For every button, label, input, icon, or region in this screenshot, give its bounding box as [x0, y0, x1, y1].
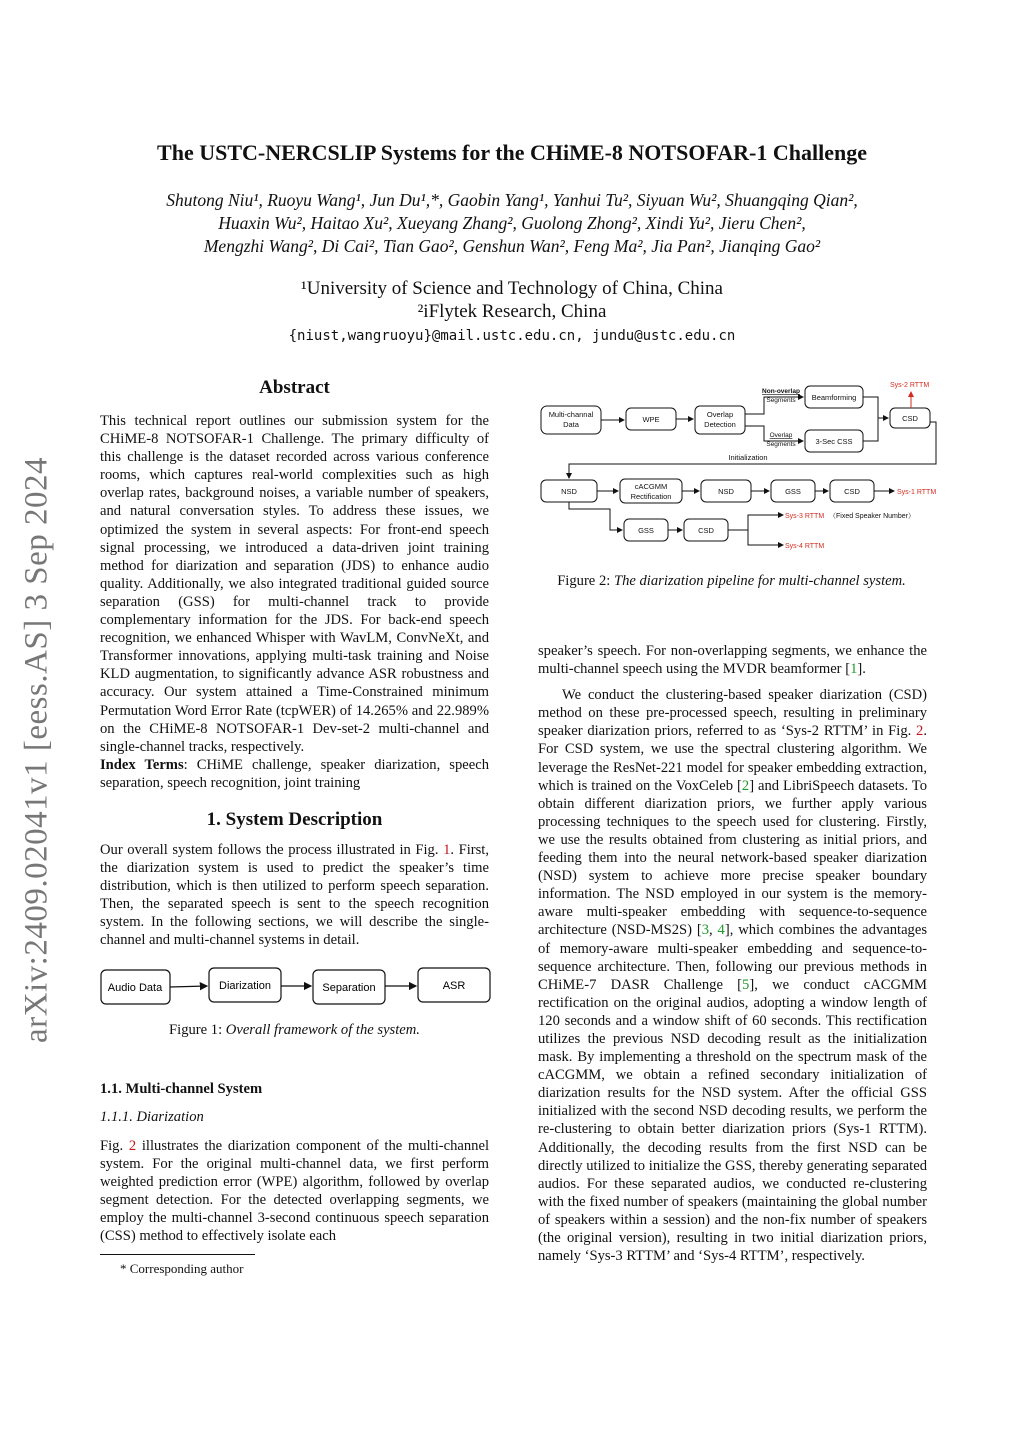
affiliation-2: ²iFlytek Research, China: [417, 301, 607, 322]
author-line-2: Huaxin Wu², Haitao Xu², Xueyang Zhang², Guolong Zhong², Xindi Yu², Jieru Chen²,: [218, 213, 806, 233]
fig2-label-cacgmm-1: cACGMM: [634, 482, 668, 491]
right-p1-a: We conduct the clustering-based speaker diarization (CSD) method on these pre-processed speech, resulting in preliminary speaker diarization priors, referred to as ‘Sys-2 RTTM’ in Fig.: [538, 687, 927, 740]
right-para-1: [538, 686, 927, 1265]
fig2-label-overlap-1: Overlap: [706, 410, 734, 419]
figure-1-caption: [100, 1022, 489, 1039]
fig1-label-asr: ASR: [442, 980, 466, 992]
ref-4-link[interactable]: 4: [717, 922, 725, 939]
fig2-label-gss-2: GSS: [638, 526, 654, 535]
right-p0-b: ].: [857, 661, 866, 678]
fig2-caption-text: The diarization pipeline for multi-channel system.: [613, 573, 906, 589]
figure-2-diagram: [538, 378, 940, 556]
fig2-label-overlapseg-2: Segments: [766, 441, 796, 448]
author-emails: {niust,wangruoyu}@mail.ustc.edu.cn, jundu@ustc.edu.cn: [288, 328, 736, 344]
right-column-body: [538, 642, 927, 1265]
subsubsection-heading: 1.1.1. Diarization: [100, 1109, 204, 1125]
fig1-caption-text: Overall framework of the system.: [225, 1022, 420, 1038]
diarization-paragraph: [100, 1137, 489, 1246]
right-p1-d: ], which combines the advantages of memory-aware multi-speaker embedding and sequence-to-sequence architecture. Then, following our previous methods in CHiME-7 DASR Challenge [: [538, 922, 928, 993]
fig2-label-csd-low: CSD: [698, 526, 714, 535]
figure-2-caption: [535, 573, 928, 590]
index-terms: [100, 756, 489, 792]
fig2-label-overlap-2: Detection: [704, 420, 736, 429]
fig2-link[interactable]: 2: [128, 1138, 137, 1154]
fig1-caption-label: Figure 1:: [169, 1022, 226, 1038]
fig2-label-fixed: （Fixed Speaker Number）: [829, 513, 915, 520]
right-para-0: [538, 642, 927, 678]
arxiv-stamp-text: arXiv:2409.02041v1 [eess.AS] 3 Sep 2024: [18, 457, 55, 1043]
abstract-heading: Abstract: [259, 377, 330, 398]
fig2-label-csd-top: CSD: [902, 414, 918, 423]
fig1-link[interactable]: 1: [443, 842, 451, 858]
fig1-label-separation: Separation: [322, 982, 376, 994]
figure-1-diagram: [100, 964, 492, 1010]
fig2-label-sys2: Sys-2 RTTM: [890, 382, 930, 389]
fig2-label-nsd-1: NSD: [561, 487, 577, 496]
fig2-label-nsd-2: NSD: [718, 487, 734, 496]
fig2-label-initialization: Initialization: [728, 453, 768, 462]
fig2-label-3sec-css: 3-Sec CSS: [815, 437, 853, 446]
right-p0-a: speaker’s speech. For non-overlapping segments, we enhance the multi-channel speech using the MVDR beamformer [: [538, 643, 927, 678]
index-terms-text: : CHiME challenge, speaker diarization, speech separation, speech recognition, joint training: [100, 756, 489, 791]
fig2-label-multichannel-2: Data: [563, 420, 579, 429]
footnote: * Corresponding author: [120, 1261, 244, 1276]
right-p1-b: . For CSD system, we use the spectral clustering algorithm. We leverage the ResNet-221 model for speaker embedding extraction, which is trained on the VoxCeleb [: [538, 723, 927, 794]
section-1-heading: 1. System Description: [206, 809, 383, 830]
fig2-label-gss-1: GSS: [785, 487, 801, 496]
right-p1-e: ], we conduct cACGMM rectification on the original audios, adopting a window length of 120 seconds and a window shift of 60 seconds. This rectification utilizes the previous NSD decoding result as the initialization mask. By implementing a threshold on the spectrum mask of the cACGMM, we obtain a refined secondary initialization of diarization results for the NSD system. After the official GSS initialized with the second NSD decoding results, we perform the re-clustering to obtain better diarization priors (Sys-1 RTTM). Additionally, the decoding results from the first NSD can be directly utilized to initialize the GSS, thereby generating separated audios. For these separated audios, we conducted re-clustering with the fixed number of speakers (maintaining the global number of speakers within a session) and the non-fix number of speakers (the original version), resulting in two initial diarization priors, namely ‘Sys-3 RTTM’ and ‘Sys-4 RTTM’, respectively.: [538, 976, 927, 1265]
diar-text-a: Fig.: [100, 1138, 129, 1154]
fig2-label-sys3: Sys-3 RTTM: [785, 513, 825, 520]
fig2-link-2[interactable]: 2: [916, 723, 924, 740]
fig1-label-audio-data: Audio Data: [107, 982, 163, 994]
abstract-body: [100, 412, 489, 792]
diar-text-b: illustrates the diarization component of the multi-channel system. For the original multi-channel data, we first perform weighted prediction error (WPE) algorithm, followed by overlap segment detection. For the detected overlapping segments, we employ the multi-channel 3-second continuous speech separation (CSS) method to effectively isolate each: [100, 1138, 489, 1245]
fig2-label-overlapseg-1: Overlap: [769, 432, 793, 439]
author-line-3: Mengzhi Wang², Di Cai², Tian Gao², Genshun Wan², Feng Ma², Jia Pan², Jianqing Gao²: [203, 236, 821, 256]
affiliation-1: ¹University of Science and Technology of China, China: [301, 278, 723, 299]
fig2-label-wpe: WPE: [642, 415, 660, 424]
fig2-label-csd-mid: CSD: [844, 487, 860, 496]
right-p1-c: ] and LibriSpeech datasets. To obtain different diarization priors, we further apply various processing techniques to the speech used for clustering. Firstly, we use the results obtained from clustering as initial priors, and feeding them into the neural network-based speaker diarization (NSD) system to achieve more precise speaker boundary information. The NSD employed in our system is the memory-aware multi-speaker embedding with sequence-to-sequence architecture (NSD-MS2S) [: [538, 777, 927, 939]
arxiv-stamp: [14, 440, 60, 1060]
footnote-rule: [100, 1254, 255, 1255]
fig2-label-sys4: Sys-4 RTTM: [785, 543, 825, 550]
fig2-label-multichannel-1: Multi-channal: [548, 410, 594, 419]
section-1-body: [100, 841, 489, 950]
abstract-text: This technical report outlines our submission system for the CHiME-8 NOTSOFAR-1 Challenge. The primary difficulty of this challenge is the dataset recorded across various conference rooms, which captures real-world complexities such as high overlap rates, background noises, a variable number of speakers, and natural conversation styles. To address these issues, we optimized the system in several aspects: For front-end speech signal processing, we introduced a data-driven joint training method for diarization and separation (JDS) to enhance audio quality. Additionally, we also integrated traditional guided source separation (GSS) for multi-channel track to provide complementary information for the JDS. For back-end speech recognition, we enhanced Whisper with WavLM, ConvNeXt, and Transformer innovations, applying multi-task training and Noise KLD augmentation, to significantly advance ASR robustness and accuracy. Our system attained a Time-Constrained minimum Permutation Word Error Rate (tcpWER) of 14.265% and 22.989% on the CHiME-8 NOTSOFAR-1 Dev-set-2 multi-channel and single-channel tracks, respectively.: [100, 413, 489, 755]
fig2-label-beamforming: Beamforming: [811, 393, 857, 402]
ref-2-link[interactable]: 2: [741, 777, 750, 794]
fig1-label-diarization: Diarization: [219, 980, 271, 992]
fig2-label-cacgmm-2: Rectification: [630, 492, 672, 501]
subsection-heading: 1.1. Multi-channel System: [100, 1081, 263, 1097]
author-line-1: Shutong Niu¹, Ruoyu Wang¹, Jun Du¹,*, Gaobin Yang¹, Yanhui Tu², Siyuan Wu², Shuangqing Qian²,: [166, 190, 858, 210]
ref-3-link[interactable]: 3: [701, 922, 710, 939]
ref-1-link[interactable]: 1: [850, 661, 858, 678]
section-1-text-b: . First, the diarization system is used to predict the speaker’s time distribution, which is then utilized to perform speech separation. Then, the separated speech is sent to the speech recognition system. In the following sections, we will describe the single-channel and multi-channel systems in detail.: [100, 842, 490, 949]
fig2-label-nonoverlap-1: Non-overlap: [762, 388, 800, 395]
section-1-text-a: Our overall system follows the process illustrated in Fig.: [100, 842, 444, 858]
paper-title: The USTC-NERCSLIP Systems for the CHiME-8 NOTSOFAR-1 Challenge: [157, 140, 867, 165]
index-terms-label: Index Terms: [100, 756, 184, 773]
fig2-label-sys1: Sys-1 RTTM: [897, 489, 937, 496]
right-p1-sep: ,: [709, 922, 718, 939]
ref-5-link[interactable]: 5: [742, 976, 750, 993]
fig2-caption-label: Figure 2:: [557, 573, 614, 589]
fig2-label-nonoverlap-2: Segments: [766, 397, 796, 404]
